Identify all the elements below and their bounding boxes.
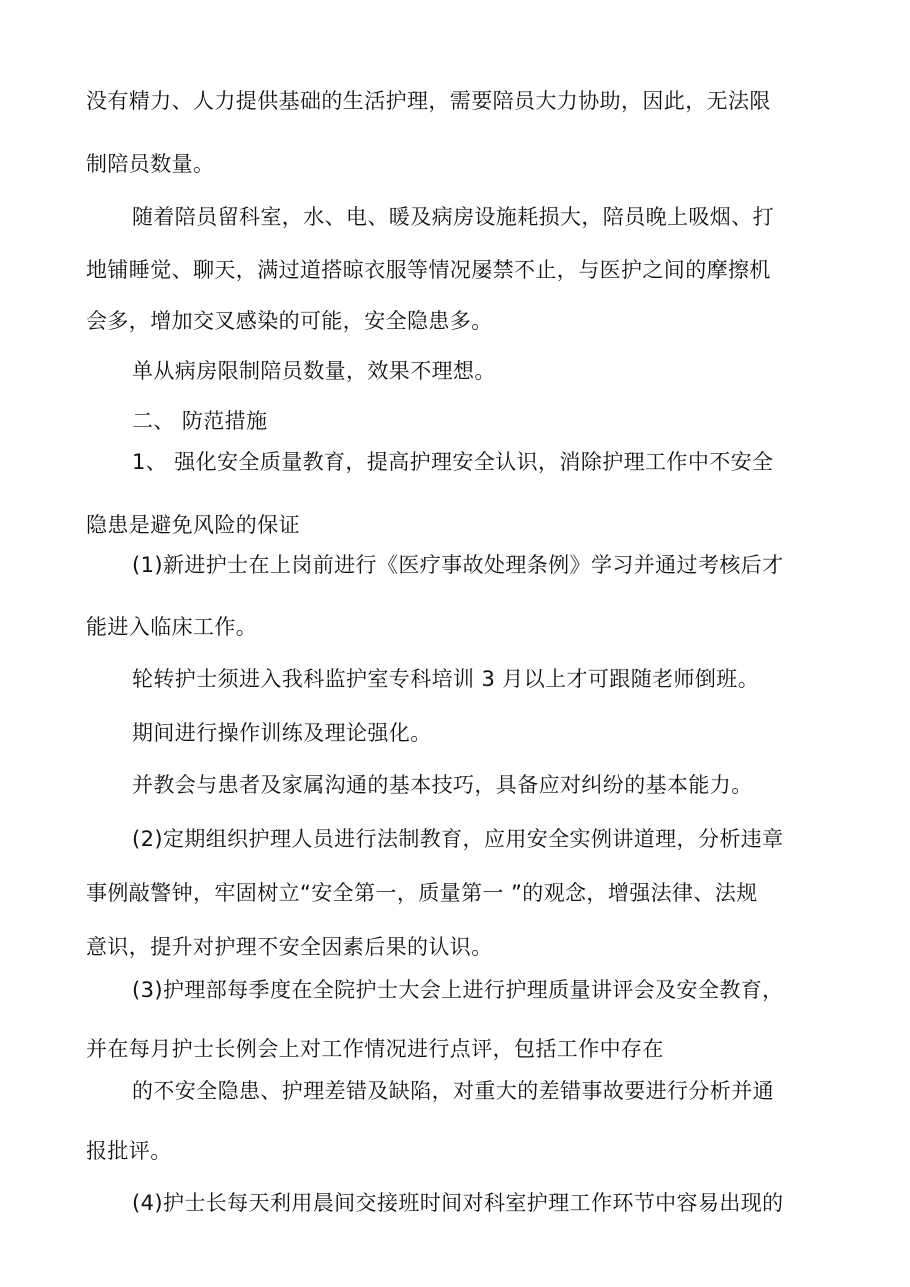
- text-line: 随着陪员留科室，水、电、暖及病房设施耗损大，陪员晚上吸烟、打: [132, 205, 774, 229]
- text-line: 报批评。: [86, 1139, 172, 1163]
- text-line: 制陪员数量。: [86, 152, 215, 176]
- text-line: 轮转护士须进入我科监护室专科培训 3 月以上才可跟随老师倒班。: [132, 667, 760, 691]
- text-line: 并在每月护士长例会上对工作情况进行点评，包括工作中存在: [86, 1037, 664, 1061]
- text-line: 会多，增加交叉感染的可能，安全隐患多。: [86, 309, 493, 333]
- text-line: (2)定期组织护理人员进行法制教育，应用安全实例讲道理，分析违章: [132, 827, 784, 851]
- text-line: 能进入临床工作。: [86, 615, 258, 639]
- text-line: 没有精力、人力提供基础的生活护理，需要陪员大力协助，因此，无法限: [86, 89, 771, 113]
- text-line: (3)护理部每季度在全院护士大会上进行护理质量讲评会及安全教育，: [132, 978, 784, 1002]
- subsection-heading: 1、 强化安全质量教育，提高护理安全认识，消除护理工作中不安全: [132, 450, 774, 474]
- text-line: 意识，提升对护理不安全因素后果的认识。: [86, 935, 493, 959]
- text-line: 地铺睡觉、聊天，满过道搭晾衣服等情况屡禁不止，与医护之间的摩擦机: [86, 258, 771, 282]
- text-line: (4)护士长每天利用晨间交接班时间对科室护理工作环节中容易出现的: [132, 1191, 784, 1215]
- text-line: 单从病房限制陪员数量，效果不理想。: [132, 359, 496, 383]
- text-line: 期间进行操作训练及理论强化。: [132, 721, 432, 745]
- text-line: (1)新进护士在上岗前进行《医疗事故处理条例》学习并通过考核后才: [132, 553, 784, 577]
- text-line: 隐患是避免风险的保证: [86, 513, 300, 537]
- section-heading: 二、 防范措施: [132, 409, 268, 433]
- text-line: 事例敲警钟，牢固树立“安全第一，质量第一 ”的观念，增强法律、法规: [86, 881, 758, 905]
- text-line: 并教会与患者及家属沟通的基本技巧，具备应对纠纷的基本能力。: [132, 773, 753, 797]
- text-line: 的不安全隐患、护理差错及缺陷，对重大的差错事故要进行分析并通: [132, 1079, 774, 1103]
